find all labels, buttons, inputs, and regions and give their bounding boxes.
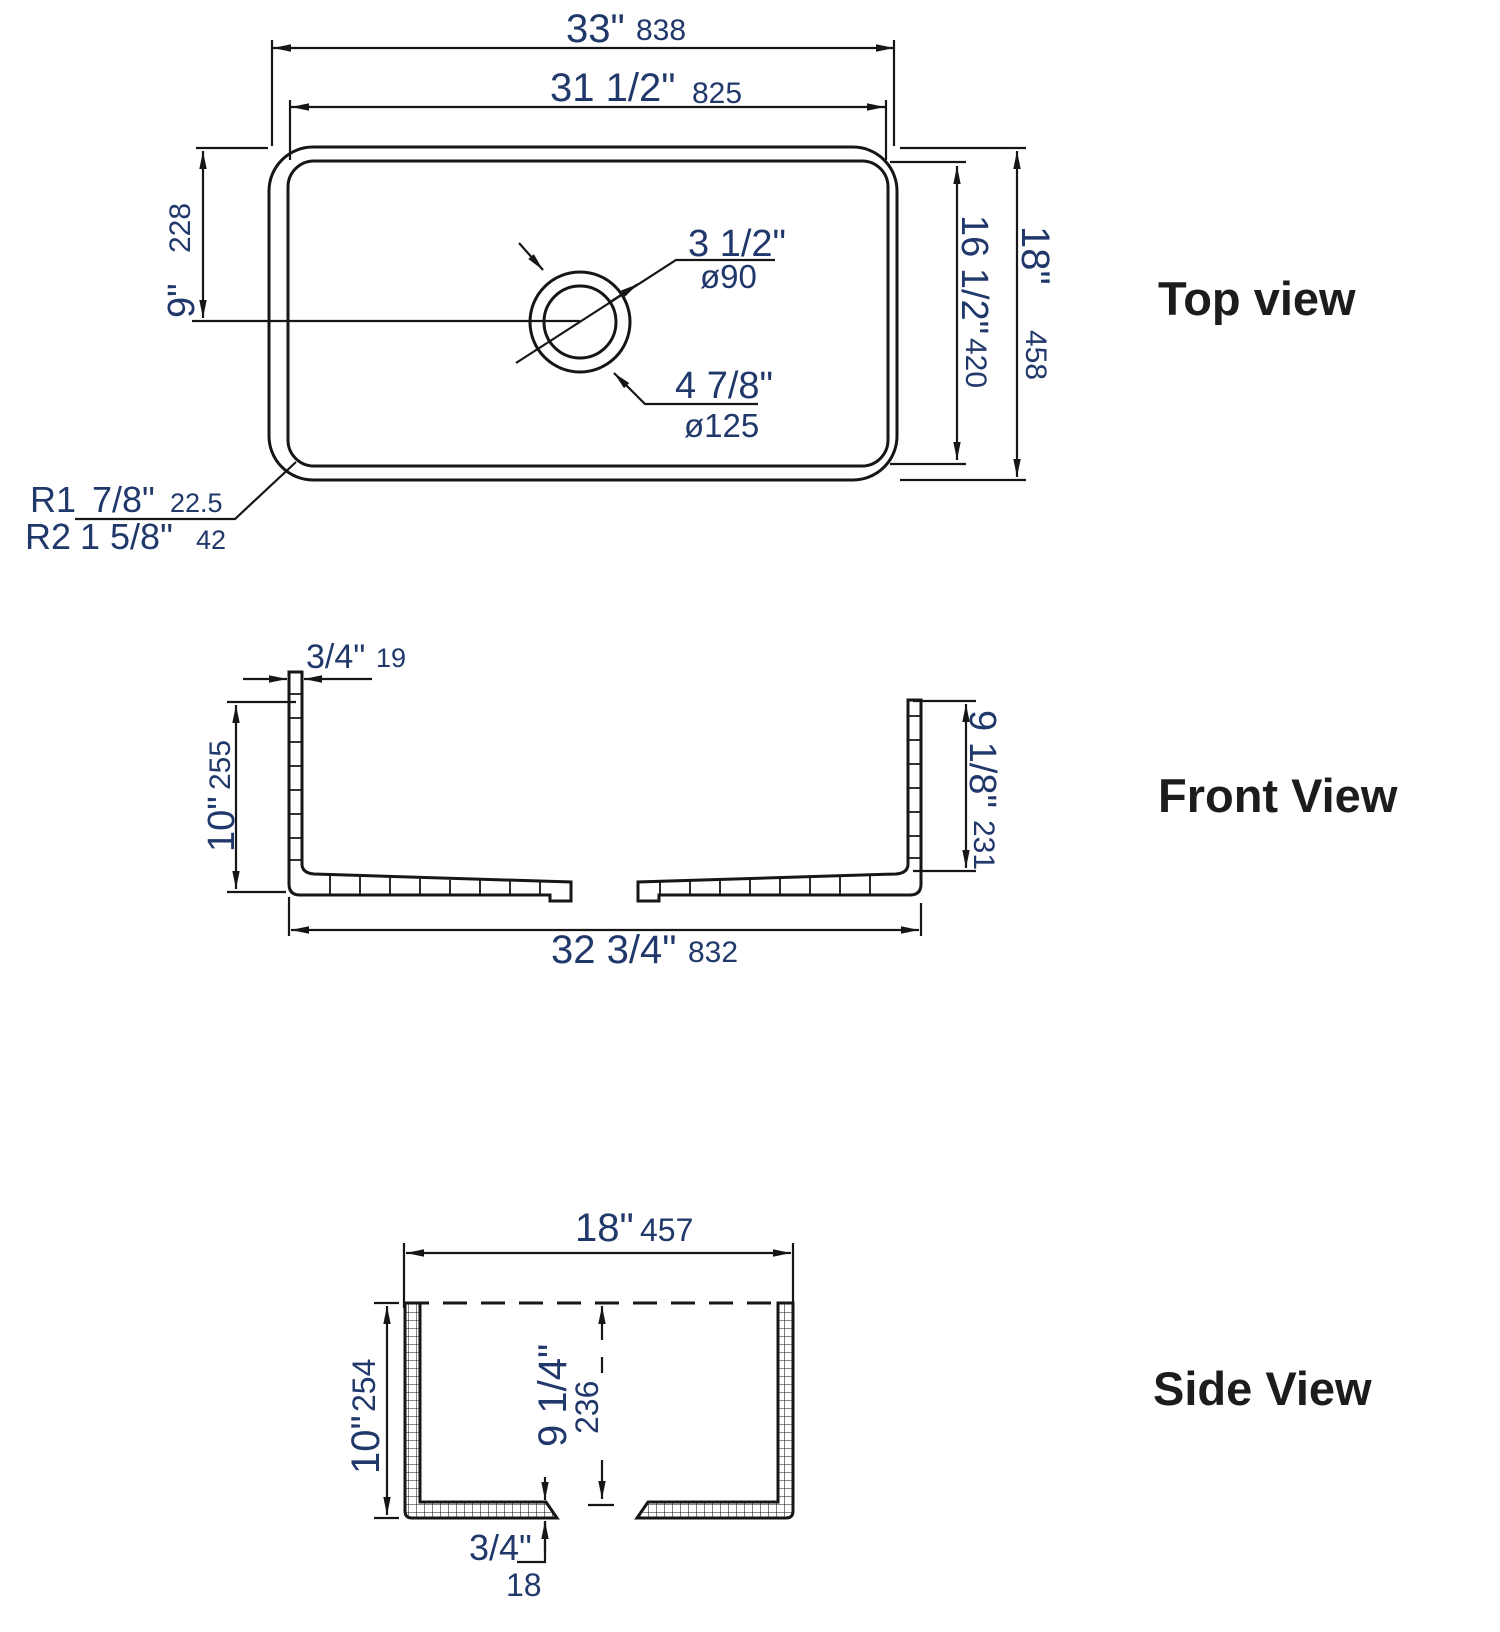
front-left-wall: [289, 672, 571, 901]
dim-wall-thickness-mm: 19: [376, 643, 407, 673]
radius2-mm: 42: [196, 525, 227, 555]
dim-drain-offset-in: 9": [161, 283, 203, 318]
dim-overall-depth-mm: 458: [1019, 330, 1052, 381]
dim-right-height-mm: 231: [967, 820, 1000, 871]
dim-top-width-in: 18": [575, 1206, 634, 1250]
dim-overall-depth-in: 18": [1013, 226, 1057, 285]
dim-wall-thickness-in: 3/4": [306, 638, 366, 676]
dim-right-height-in: 9 1/8": [961, 710, 1003, 809]
drain-inner-dia-in: 3 1/2": [688, 223, 787, 265]
front-view-label: Front View: [1158, 769, 1398, 822]
side-view-label: Side View: [1153, 1362, 1372, 1415]
dim-inner-depth-in: 16 1/2": [953, 215, 995, 335]
dim-inner-width-mm: 825: [692, 77, 743, 110]
dim-left-height-in: 10": [201, 796, 243, 852]
top-view: [25, 7, 1356, 557]
dim-overall-width-mm: 838: [636, 14, 687, 47]
dim-inner-height-mm: 236: [569, 1380, 605, 1434]
dim-inner-depth-mm: 420: [959, 338, 992, 389]
top-view-outer-rim: [269, 147, 897, 480]
dim-top-width-mm: 457: [640, 1212, 694, 1248]
front-view: [201, 638, 1398, 972]
dim-inner-width-in: 31 1/2": [550, 66, 676, 110]
dim-drain-offset-mm: 228: [164, 202, 197, 253]
radius1-mm: 22.5: [170, 488, 223, 518]
drain-outer-dia-in: 4 7/8": [675, 365, 774, 407]
radius2-in: 1 5/8": [80, 516, 173, 557]
dim-outer-height-in: 10": [344, 1415, 388, 1474]
radius1-label: R1: [30, 479, 77, 520]
top-view-inner-bowl: [288, 161, 888, 466]
dim-left-height-mm: 255: [204, 739, 237, 790]
side-view: [344, 1206, 1372, 1603]
side-right-wall: [637, 1303, 793, 1518]
dim-overall-width-in: 33": [566, 7, 625, 51]
top-view-label: Top view: [1158, 272, 1356, 325]
front-right-wall: [638, 700, 921, 901]
radius2-label: R2: [25, 516, 72, 557]
dim-base-thickness-mm: 18: [506, 1567, 542, 1603]
dim-base-width-in: 32 3/4": [551, 928, 677, 972]
drain-inner-dia-mm: ø90: [700, 258, 757, 295]
radius1-in: 7/8": [92, 479, 155, 520]
dim-base-thickness-in: 3/4": [469, 1527, 532, 1568]
drain-edge-arrow: [519, 243, 543, 270]
dim-inner-height-in: 9 1/4": [531, 1343, 575, 1447]
dim-base-width-mm: 832: [688, 936, 739, 969]
drain-outer-dia-mm: ø125: [684, 407, 760, 444]
dim-outer-height-mm: 254: [346, 1358, 382, 1412]
